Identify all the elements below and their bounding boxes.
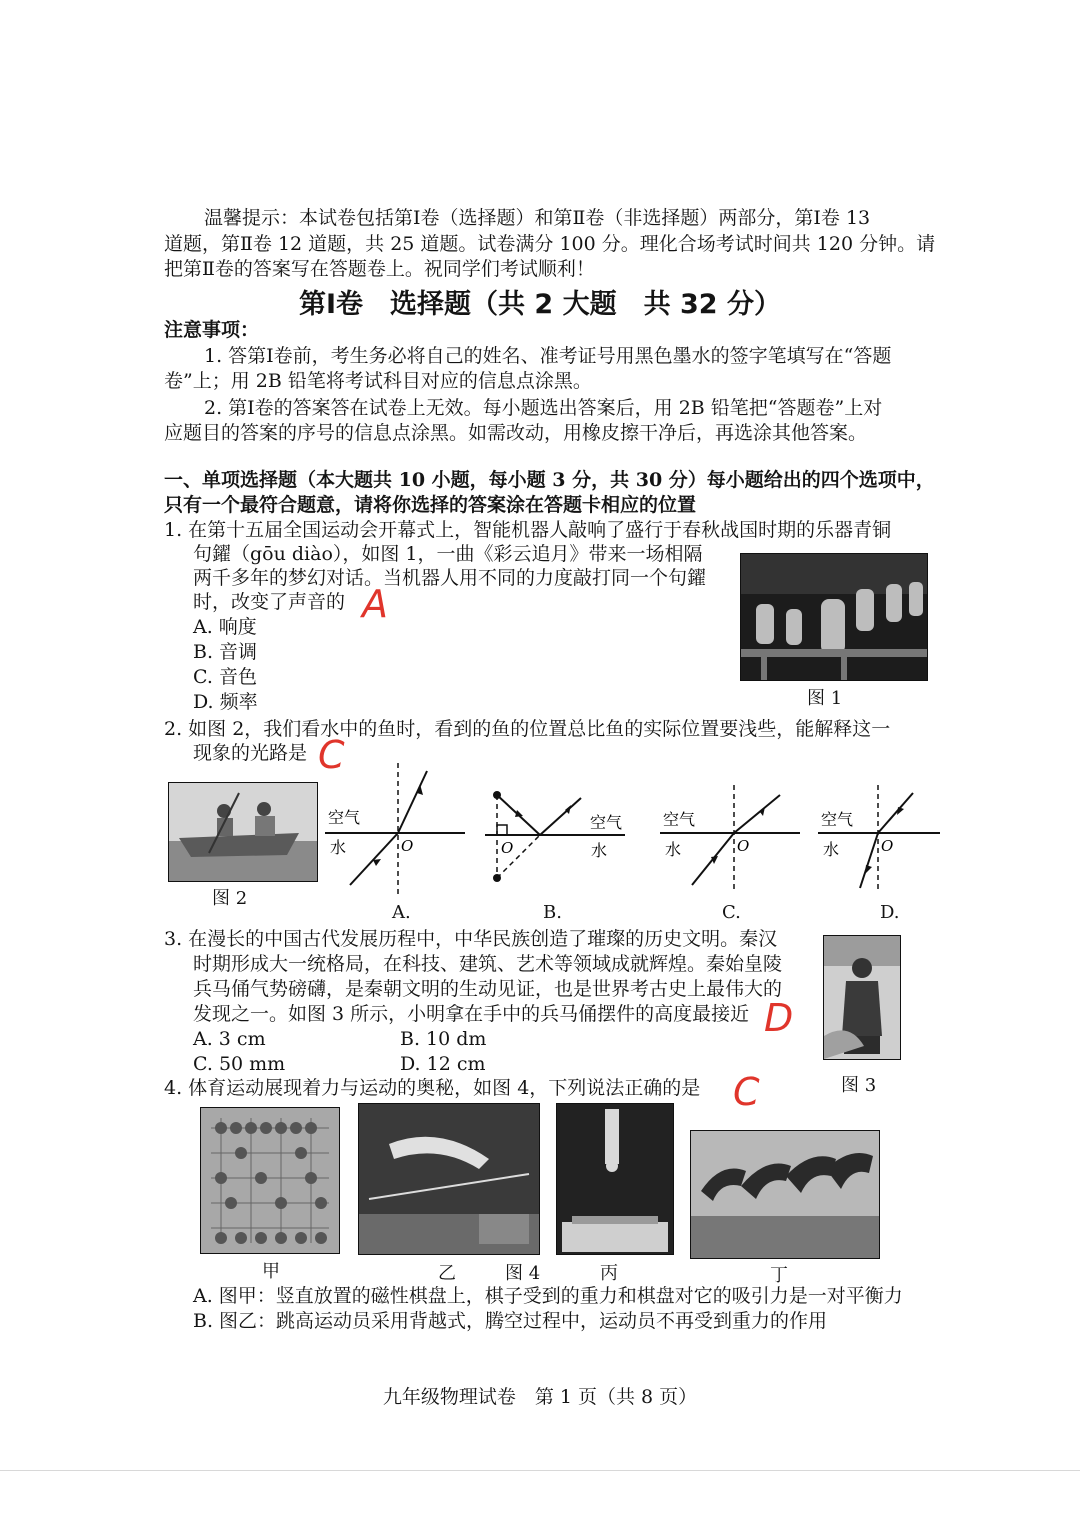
page-footer: 九年级物理试卷 第 1 页（共 8 页） — [382, 1386, 698, 1408]
label-water: 水 — [665, 840, 682, 859]
q4-line-1: 4. 体育运动展现着力与运动的奥秘，如图 4，下列说法正确的是 — [164, 1077, 701, 1099]
q1-line-4: 时，改变了声音的 — [193, 591, 346, 613]
notice-line-2: 卷”上；用 2B 铅笔将考试科目对应的信息点涂黑。 — [164, 370, 592, 392]
figure-1-robot-band-photo — [740, 553, 928, 681]
figure-2-boat-photo — [168, 782, 318, 882]
figure-4-sprint-start-photo — [690, 1130, 880, 1259]
q3-line-2: 时期形成大一统格局，在科技、建筑、艺术等领域成就辉煌。秦始皇陵 — [193, 953, 783, 975]
ray-diagram-b-label: B. — [543, 902, 562, 923]
figure-4-caption: 图 4 — [505, 1263, 541, 1284]
figure-4-high-jump-photo — [358, 1103, 540, 1255]
label-water: 水 — [591, 841, 608, 860]
section-title: 第Ⅰ卷 选择题（共 2 大题 共 32 分） — [298, 289, 781, 320]
q1-line-1: 1. 在第十五届全国运动会开幕式上，智能机器人敲响了盛行于春秋战国时期的乐器青铜 — [164, 519, 892, 541]
ray-diagram-d — [818, 785, 943, 890]
part1-line-2: 只有一个最符合题意，请将你选择的答案涂在答题卡相应的位置 — [164, 494, 697, 516]
intro-line-2: 道题，第Ⅱ卷 12 道题，共 25 道题。试卷满分 100 分。理化合场考试时间共 120 分钟。请 — [164, 233, 936, 255]
q4-option-b: B. 图乙：跳高运动员采用背越式，腾空过程中，运动员不再受到重力的作用 — [193, 1310, 828, 1332]
figure-4-caption-ding: 丁 — [770, 1265, 788, 1286]
q1-option-a: A. 响度 — [193, 616, 257, 638]
ray-diagram-b — [485, 780, 630, 900]
q1-line-3: 两千多年的梦幻对话。当机器人用不同的力度敲打同一个句鑃 — [193, 567, 707, 589]
figure-2-caption: 图 2 — [212, 888, 248, 909]
notice-line-1: 1. 答第Ⅰ卷前，考生务必将自己的姓名、准考证号用黑色墨水的签字笔填写在“答题 — [204, 345, 892, 367]
q2-line-1: 2. 如图 2，我们看水中的鱼时，看到的鱼的位置总比鱼的实际位置要浅些，能解释这一 — [164, 718, 891, 740]
figure-1-caption: 图 1 — [807, 688, 843, 709]
intro-line-3: 把第Ⅱ卷的答案写在答题卷上。祝同学们考试顺利！ — [164, 258, 595, 280]
q1-option-c: C. 音色 — [193, 666, 257, 688]
q4-option-a: A. 图甲：竖直放置的磁性棋盘上，棋子受到的重力和棋盘对它的吸引力是一对平衡力 — [193, 1285, 903, 1307]
q3-option-a: A. 3 cm — [193, 1028, 266, 1050]
ray-diagram-a-label: A. — [392, 902, 411, 923]
ray-diagram-a — [325, 763, 470, 898]
q1-line-2: 句鑃（gōu diào），如图 1，一曲《彩云追月》带来一场相隔 — [193, 543, 703, 565]
label-air: 空气 — [663, 810, 696, 829]
label-water: 水 — [823, 840, 840, 859]
figure-4-chess-board-photo — [200, 1107, 340, 1254]
q3-line-1: 3. 在漫长的中国古代发展历程中，中华民族创造了璀璨的历史文明。秦汉 — [164, 928, 778, 950]
figure-4-diving-photo — [556, 1103, 674, 1255]
notice-heading: 注意事项： — [164, 319, 260, 341]
label-air: 空气 — [328, 808, 361, 827]
q3-option-c: C. 50 mm — [193, 1053, 286, 1075]
figure-4-caption-jia: 甲 — [262, 1261, 280, 1282]
notice-line-3: 2. 第Ⅰ卷的答案答在试卷上无效。每小题选出答案后，用 2B 铅笔把“答题卷”上对 — [204, 397, 883, 419]
part1-line-1: 一、单项选择题（本大题共 10 小题，每小题 3 分，共 30 分）每小题给出的四个选项中， — [164, 469, 935, 491]
figure-4-caption-bing: 丙 — [600, 1263, 618, 1284]
figure-3-terracotta-photo — [823, 935, 901, 1060]
q3-handwritten-answer: D — [764, 996, 794, 1040]
figure-4-caption-yi: 乙 — [438, 1263, 456, 1284]
page-bottom-divider — [0, 1470, 1080, 1471]
q1-option-b: B. 音调 — [193, 641, 258, 663]
q3-line-4: 发现之一。如图 3 所示，小明拿在手中的兵马俑摆件的高度最接近 — [193, 1003, 750, 1025]
ray-diagram-c-label: C. — [722, 902, 741, 923]
q3-option-b: B. 10 dm — [400, 1028, 487, 1050]
q1-option-d: D. 频率 — [193, 691, 258, 713]
label-o: O — [401, 837, 414, 855]
label-water: 水 — [330, 838, 347, 857]
figure-3-caption: 图 3 — [841, 1075, 877, 1096]
q2-handwritten-answer: C — [318, 733, 345, 777]
label-air: 空气 — [590, 813, 623, 832]
q4-handwritten-answer: C — [733, 1070, 760, 1114]
ray-diagram-c — [660, 785, 802, 890]
q1-handwritten-answer: A — [362, 582, 388, 626]
ray-diagram-d-label: D. — [880, 902, 900, 923]
label-o: O — [737, 837, 750, 855]
q3-option-d: D. 12 cm — [400, 1053, 486, 1075]
q2-line-2: 现象的光路是 — [193, 742, 308, 764]
label-o: O — [501, 839, 514, 857]
label-o: O — [881, 837, 894, 855]
notice-line-4: 应题目的答案的序号的信息点涂黑。如需改动，用橡皮擦干净后，再选涂其他答案。 — [164, 422, 868, 444]
q3-line-3: 兵马俑气势磅礴，是秦朝文明的生动见证，也是世界考古史上最伟大的 — [193, 978, 783, 1000]
intro-line-1: 温馨提示：本试卷包括第Ⅰ卷（选择题）和第Ⅱ卷（非选择题）两部分，第Ⅰ卷 13 — [204, 207, 871, 229]
label-air: 空气 — [821, 810, 854, 829]
